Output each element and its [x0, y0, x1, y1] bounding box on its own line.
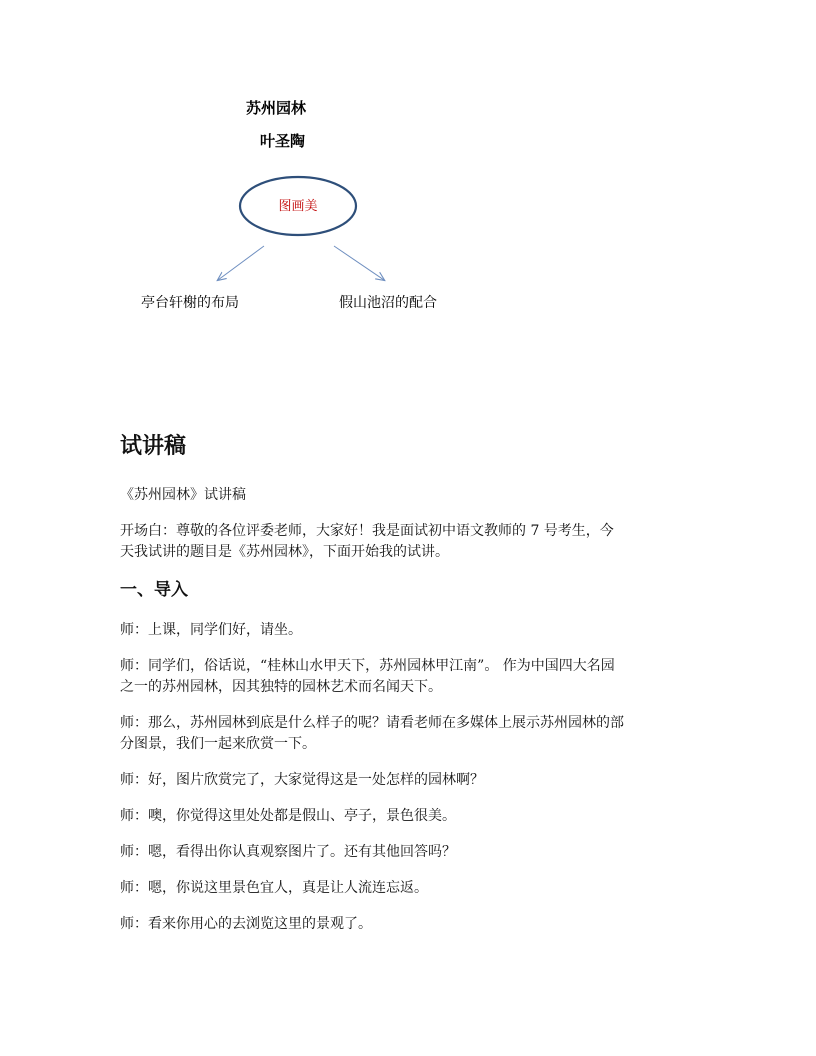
dialogue-line: 师：好，图片欣赏完了，大家觉得这是一处怎样的园林啊？ [120, 772, 484, 788]
dialogue-line: 分图景，我们一起来欣赏一下。 [120, 736, 316, 752]
dialogue-paragraph [120, 878, 705, 899]
document-body [120, 432, 705, 950]
diagram-title: 苏州园林 [246, 99, 307, 117]
dialogue-paragraph [120, 656, 705, 698]
dialogue-paragraph [120, 620, 705, 641]
diagram-center-label: 图画美 [278, 199, 318, 214]
concept-diagram [0, 0, 816, 330]
dialogue-line: 之一的苏州园林，因其独特的园林艺术而名闻天下。 [120, 679, 442, 695]
diagram-author: 叶圣陶 [260, 132, 306, 150]
section-heading: 一、导入 [120, 580, 188, 600]
dialogue-paragraph [120, 770, 705, 791]
dialogue-paragraph [120, 713, 705, 755]
diagram-right-branch: 假山池沼的配合 [339, 295, 437, 311]
dialogue-paragraph [120, 842, 705, 863]
dialogue-line: 师：那么，苏州园林到底是什么样子的呢？请看老师在多媒体上展示苏州园林的部 [120, 715, 624, 731]
dialogue-line: 师：同学们，俗话说，“桂林山水甲天下，苏州园林甲江南”。 作为中国四大名园 [120, 658, 615, 674]
dialogue-line: 师：嗯，你说这里景色宜人，真是让人流连忘返。 [120, 880, 428, 896]
document-subtitle: 《苏州园林》试讲稿 [120, 487, 246, 503]
dialogue-line: 师：嗯，看得出你认真观察图片了。还有其他回答吗？ [120, 844, 456, 860]
dialogue-paragraph [120, 914, 705, 935]
dialogue-paragraph [120, 806, 705, 827]
opening-paragraph [120, 521, 705, 563]
opening-line: 开场白：尊敬的各位评委老师，大家好！我是面试初中语文教师的 7 号考生，今 [120, 523, 614, 539]
left-arrow [218, 246, 264, 280]
diagram-left-branch: 亭台轩榭的布局 [141, 295, 239, 311]
dialogue-line: 师：上课，同学们好，请坐。 [120, 622, 302, 638]
dialogue-line: 师：噢，你觉得这里处处都是假山、亭子，景色很美。 [120, 808, 456, 824]
right-arrow [334, 246, 384, 280]
opening-line: 天我试讲的题目是《苏州园林》，下面开始我的试讲。 [120, 544, 449, 560]
dialogue-line: 师：看来你用心的去浏览这里的景观了。 [120, 916, 372, 932]
document-heading: 试讲稿 [120, 434, 187, 459]
